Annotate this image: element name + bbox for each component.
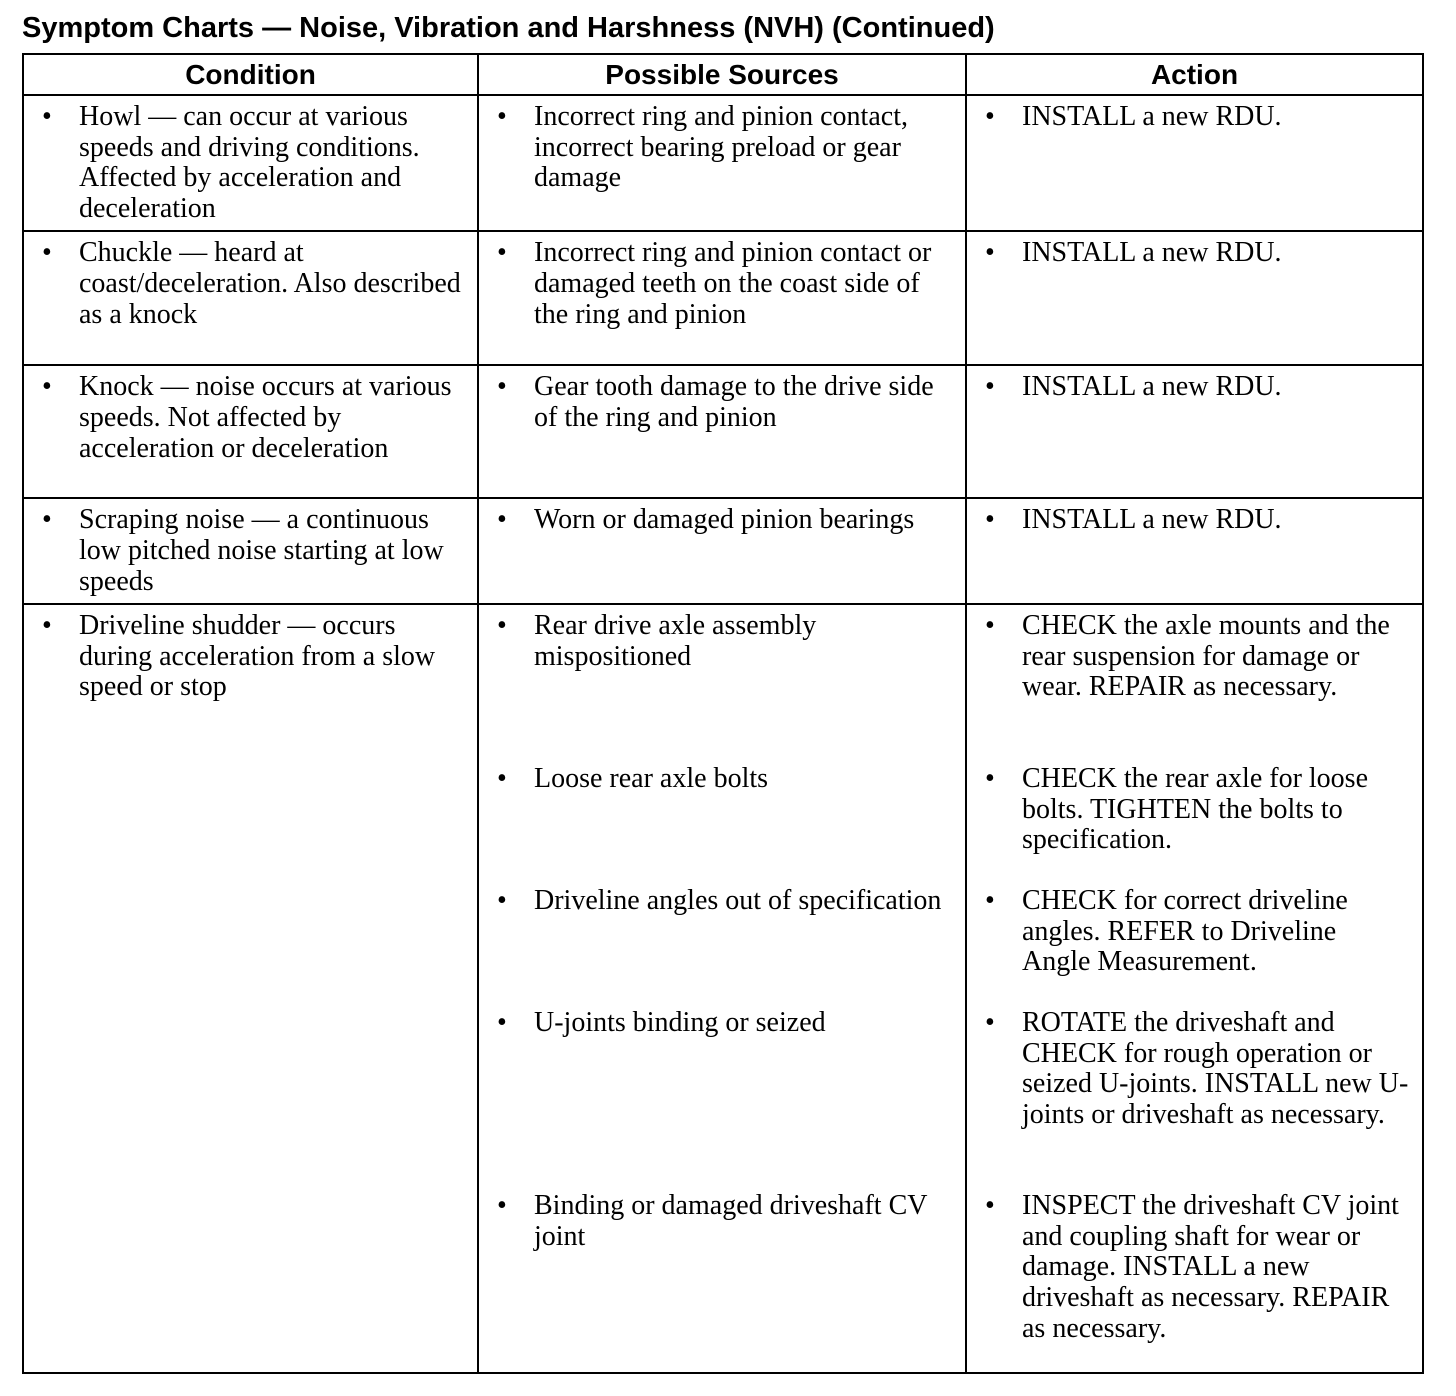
bullet-icon: • [985,237,995,269]
list-item [491,505,953,536]
list-item [979,764,1410,886]
bullet-icon: • [497,101,507,132]
list-item [979,611,1410,764]
list-item [979,102,1410,133]
source-cell [478,498,966,604]
bullet-icon: • [497,885,507,917]
source-text: U-joints binding or seized [534,1007,826,1039]
source-cell [478,95,966,231]
header-row [23,54,1423,95]
bullet-icon: • [42,371,52,403]
source-text: Incorrect ring and pinion contact or damaged teeth on the coast side of the ring and pinion [534,237,932,330]
source-text: Worn or damaged pinion bearings [534,504,915,536]
bullet-icon: • [985,885,995,917]
action-cell [966,365,1423,498]
condition-cell [23,604,478,1373]
list-item [979,1008,1410,1191]
source-cell [478,365,966,498]
action-cell [966,604,1423,1373]
list-item [491,372,953,433]
list-item [36,238,465,330]
list-item [491,1191,953,1252]
header-possible-sources: Possible Sources [478,54,966,95]
bullet-icon: • [985,610,995,642]
list-item [979,886,1410,1008]
bullet-icon: • [42,504,52,536]
condition-text: Scraping noise — a continuous low pitched noise starting at low speeds [79,504,444,597]
bullet-icon: • [985,101,995,132]
table-row [23,498,1423,604]
list-item [36,102,465,224]
source-text: Rear drive axle assembly mispositioned [534,610,817,672]
condition-text: Driveline shudder — occurs during acceleration from a slow speed or stop [79,610,436,703]
condition-text: Howl — can occur at various speeds and driving conditions. Affected by acceleration and deceleration [79,101,420,224]
source-text: Loose rear axle bolts [534,763,769,795]
condition-text: Knock — noise occurs at various speeds. Not affected by acceleration or deceleration [79,371,452,464]
action-text: INSPECT the driveshaft CV joint and coupling shaft for wear or damage. INSTALL a new driveshaft as necessary. REPAIR as necessary. [1022,1190,1399,1344]
list-item [491,886,953,1008]
list-item [491,611,953,764]
bullet-icon: • [497,237,507,269]
source-text: Incorrect ring and pinion contact, incorrect bearing preload or gear damage [534,101,908,194]
list-item [979,372,1410,403]
bullet-icon: • [985,371,995,403]
source-cell [478,231,966,365]
list-item [36,505,465,597]
symptom-chart-table [22,53,1424,1374]
page-title: Symptom Charts — Noise, Vibration and Harshness (NVH) (Continued) [22,12,995,44]
source-text: Gear tooth damage to the drive side of the ring and pinion [534,371,934,433]
bullet-icon: • [497,763,507,795]
list-item [491,1008,953,1191]
table-row [23,231,1423,365]
list-item [979,238,1410,269]
bullet-icon: • [497,504,507,536]
bullet-icon: • [985,504,995,536]
bullet-icon: • [497,1007,507,1039]
table-row [23,604,1423,1373]
bullet-icon: • [985,763,995,795]
action-cell [966,95,1423,231]
source-cell [478,604,966,1373]
bullet-icon: • [985,1007,995,1039]
bullet-icon: • [497,371,507,403]
condition-cell [23,365,478,498]
action-text: INSTALL a new RDU. [1022,237,1282,269]
source-text: Driveline angles out of specification [534,885,942,917]
action-text: INSTALL a new RDU. [1022,371,1282,403]
action-text: INSTALL a new RDU. [1022,504,1282,536]
bullet-icon: • [497,610,507,642]
action-cell [966,498,1423,604]
action-cell [966,231,1423,365]
list-item [979,1191,1410,1344]
condition-cell [23,95,478,231]
table-row [23,365,1423,498]
condition-cell [23,498,478,604]
action-text: CHECK for correct driveline angles. REFER to Driveline Angle Measurement. [1022,885,1348,978]
bullet-icon: • [985,1190,995,1222]
list-item [36,611,465,703]
list-item [36,372,465,464]
bullet-icon: • [42,101,52,132]
list-item [491,238,953,330]
action-text: CHECK the rear axle for loose bolts. TIGHTEN the bolts to specification. [1022,763,1368,856]
bullet-icon: • [42,237,52,269]
header-action: Action [966,54,1423,95]
table-row [23,95,1423,231]
condition-text: Chuckle — heard at coast/deceleration. Also described as a knock [79,237,461,330]
action-text: CHECK the axle mounts and the rear suspension for damage or wear. REPAIR as necessary. [1022,610,1390,703]
source-text: Binding or damaged driveshaft CV joint [534,1190,927,1252]
action-text: INSTALL a new RDU. [1022,101,1282,132]
action-text: ROTATE the driveshaft and CHECK for rough operation or seized U-joints. INSTALL new U-joints or driveshaft as necessary. [1022,1007,1409,1130]
list-item [491,102,953,194]
header-condition: Condition [23,54,478,95]
condition-cell [23,231,478,365]
bullet-icon: • [42,610,52,642]
list-item [491,764,953,886]
bullet-icon: • [497,1190,507,1222]
list-item [979,505,1410,536]
